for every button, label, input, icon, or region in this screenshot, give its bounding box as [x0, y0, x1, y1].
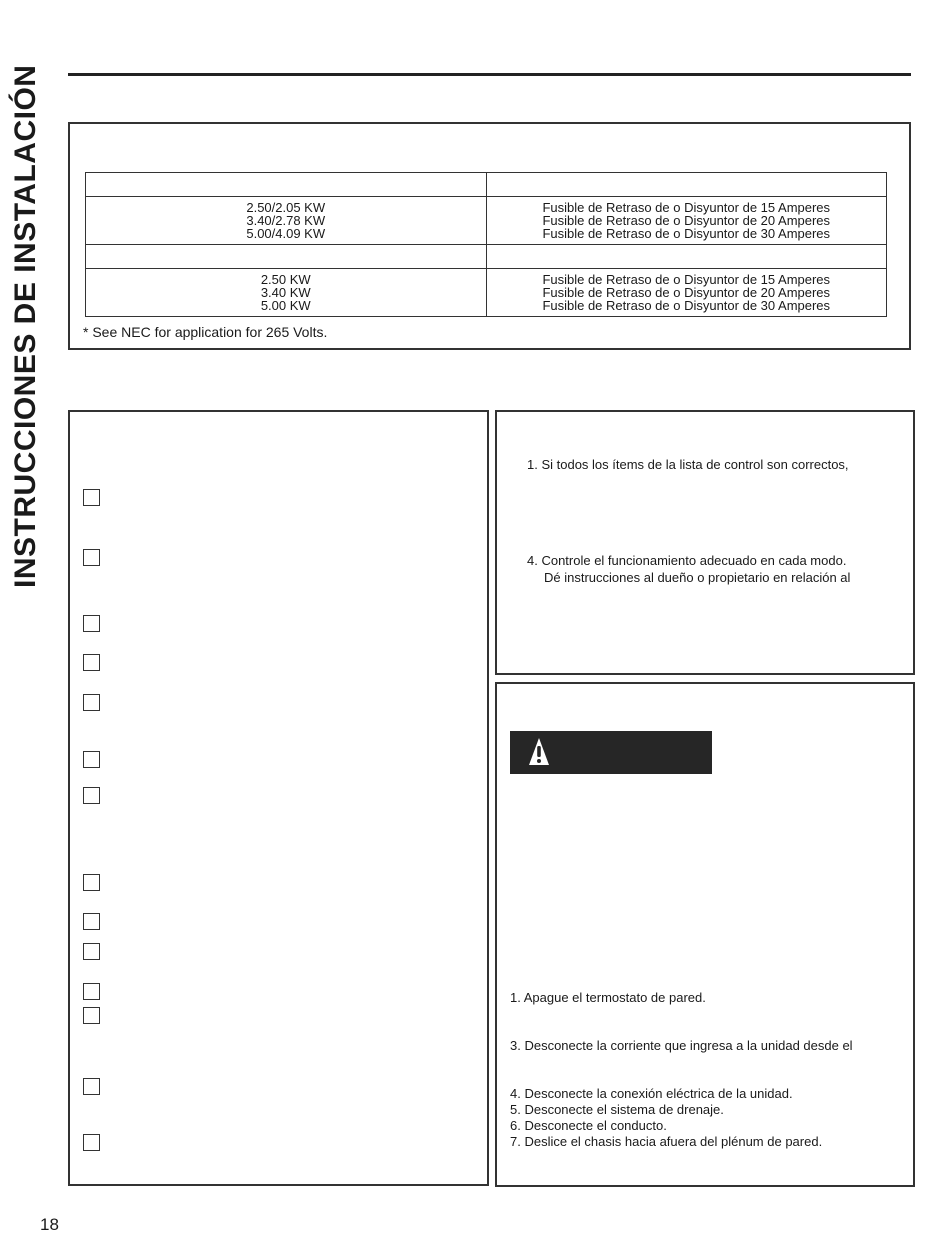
removal-step-4: 4. Desconecte la conexión eléctrica de la unidad.	[510, 1086, 793, 1101]
checklist-checkbox[interactable]	[83, 615, 100, 632]
checklist-checkbox[interactable]	[83, 654, 100, 671]
removal-step-3: 3. Desconecte la corriente que ingresa a la unidad desde el	[510, 1038, 853, 1053]
checklist-checkbox[interactable]	[83, 694, 100, 711]
kw-value: 3.40/2.78 KW	[246, 213, 326, 228]
checklist-checkbox[interactable]	[83, 489, 100, 506]
startup-step-1: 1. Si todos los ítems de la lista de control son correctos,	[527, 457, 849, 472]
fuse-value: Fusible de Retraso de o Disyuntor de 30 Amperes	[542, 226, 831, 241]
table-header-cell	[86, 245, 487, 269]
fuse-value: Fusible de Retraso de o Disyuntor de 20 Amperes	[542, 285, 831, 300]
checklist-checkbox[interactable]	[83, 1134, 100, 1151]
fuse-value: Fusible de Retraso de o Disyuntor de 15 Amperes	[542, 200, 831, 215]
checklist-checkbox[interactable]	[83, 1078, 100, 1095]
startup-step-4-continued: Dé instrucciones al dueño o propietario en relación al	[544, 570, 851, 585]
checklist-checkbox[interactable]	[83, 549, 100, 566]
kw-value: 5.00/4.09 KW	[246, 226, 326, 241]
checklist-checkbox[interactable]	[83, 751, 100, 768]
table-header-row	[86, 245, 887, 269]
table-header-cell	[486, 173, 887, 197]
startup-step-4: 4. Controle el funcionamiento adecuado en cada modo.	[527, 553, 847, 568]
chassis-removal-panel	[495, 682, 915, 1187]
fuse-value: Fusible de Retraso de o Disyuntor de 30 Amperes	[542, 298, 831, 313]
kw-cell	[86, 269, 487, 317]
startup-panel	[495, 410, 915, 675]
fuse-cell	[486, 269, 887, 317]
fuse-cell	[486, 197, 887, 245]
checklist-checkbox[interactable]	[83, 983, 100, 1000]
removal-step-1: 1. Apague el termostato de pared.	[510, 990, 706, 1005]
fuse-sizing-panel	[68, 122, 911, 350]
table-header-cell	[86, 173, 487, 197]
fuse-value: Fusible de Retraso de o Disyuntor de 15 Amperes	[542, 272, 831, 287]
removal-step-5: 5. Desconecte el sistema de drenaje.	[510, 1102, 724, 1117]
fuse-value: Fusible de Retraso de o Disyuntor de 20 Amperes	[542, 213, 831, 228]
kw-value: 2.50 KW	[260, 272, 311, 287]
kw-value: 3.40 KW	[260, 285, 311, 300]
removal-step-7: 7. Deslice el chasis hacia afuera del plénum de pared.	[510, 1134, 823, 1149]
table-header-row	[86, 173, 887, 197]
checklist-checkbox[interactable]	[83, 913, 100, 930]
kw-value: 2.50/2.05 KW	[246, 200, 326, 215]
warning-triangle-icon	[528, 737, 550, 767]
checklist-checkbox[interactable]	[83, 787, 100, 804]
checklist-checkbox[interactable]	[83, 874, 100, 891]
table-footnote: * See NEC for application for 265 Volts.	[83, 324, 328, 340]
table-header-cell	[486, 245, 887, 269]
kw-value: 5.00 KW	[260, 298, 311, 313]
page-number: 18	[40, 1215, 59, 1234]
table-row	[86, 269, 887, 317]
kw-cell	[86, 197, 487, 245]
header-rule	[68, 73, 911, 76]
table-row	[86, 197, 887, 245]
warning-banner	[510, 731, 712, 774]
fuse-table	[85, 172, 887, 317]
removal-step-6: 6. Desconecte el conducto.	[510, 1118, 667, 1133]
installation-checklist-panel	[68, 410, 489, 1186]
checklist-checkbox[interactable]	[83, 1007, 100, 1024]
checklist-checkbox[interactable]	[83, 943, 100, 960]
side-section-title: INSTRUCCIONES DE INSTALACIÓN	[9, 64, 42, 588]
